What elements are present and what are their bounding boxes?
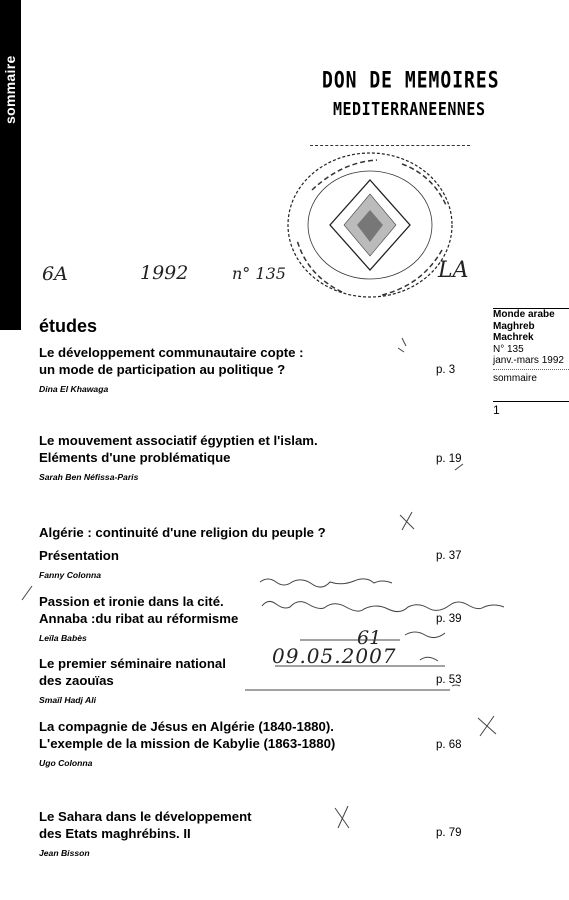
handwritten-ref-left: 6A	[42, 263, 68, 285]
arabic-stamp-line2	[262, 601, 504, 611]
article-entry	[39, 808, 252, 858]
article-page: p. 79	[436, 827, 462, 839]
issue-date: janv.-mars 1992	[493, 355, 564, 366]
article-entry	[39, 344, 304, 394]
article-title-line1: Présentation	[39, 548, 119, 563]
circular-seal	[282, 150, 462, 305]
page-number: 1	[493, 403, 500, 417]
article-title-line2: L'exemple de la mission de Kabylie (1863-1880)	[39, 736, 336, 751]
handwritten-ref-year: 1992	[140, 262, 189, 284]
journal-name-line2: Maghreb	[493, 320, 535, 332]
article-page: p. 39	[436, 613, 462, 625]
article-page: p. 68	[436, 739, 462, 751]
handwritten-reg-date: 09.05.2007	[272, 644, 397, 668]
article-entry	[39, 593, 238, 643]
pencil-mark	[398, 338, 406, 352]
article-entry	[39, 524, 326, 541]
article-page: p. 37	[436, 550, 462, 562]
stamp-title-line2: MEDITERRANEENNES	[333, 98, 486, 120]
journal-name-line1: Monde arabe	[493, 309, 555, 320]
article-title-line1: Le développement communautaire copte :	[39, 345, 304, 360]
stamp-rule	[310, 145, 470, 146]
article-title-line1: La compagnie de Jésus en Algérie (1840-1880).	[39, 719, 334, 734]
article-title-line2: un mode de participation au politique ?	[39, 362, 286, 377]
stamp-title-line1: DON DE MEMOIRES	[322, 67, 500, 94]
article-title-line2: Eléments d'une problématique	[39, 450, 231, 465]
article-title-line1: Algérie : continuité d'une religion du peuple ?	[39, 525, 326, 540]
handwritten-ref-right: LA	[438, 258, 469, 283]
article-author: Smaïl Hadj Ali	[39, 695, 96, 705]
pencil-check-mark	[478, 716, 496, 736]
arabic-stamp-line5	[245, 685, 460, 690]
pencil-check-mark	[335, 806, 349, 828]
article-entry	[39, 655, 226, 705]
article-title-line1: Passion et ironie dans la cité.	[39, 594, 224, 609]
article-author: Fanny Colonna	[39, 570, 102, 580]
article-entry	[39, 547, 119, 580]
article-author: Sarah Ben Néfissa-Paris	[39, 472, 139, 482]
article-author: Dina El Khawaga	[39, 384, 109, 394]
handwritten-reg-number: 61	[357, 627, 382, 649]
side-tab-label: sommaire	[2, 55, 18, 124]
article-page: p. 3	[436, 364, 456, 376]
article-title-line2: des Etats maghrébins. II	[39, 826, 191, 841]
article-page: p. 53	[436, 674, 462, 686]
issue-number: N° 135	[493, 343, 524, 355]
article-author: Ugo Colonna	[39, 758, 93, 768]
article-title-line1: Le Sahara dans le développement	[39, 809, 252, 824]
article-author: Leïla Babès	[39, 633, 87, 643]
section-heading: études	[39, 316, 98, 336]
pencil-check-mark	[400, 512, 414, 530]
article-title-line2: des zaouïas	[39, 673, 114, 688]
article-page: p. 19	[436, 453, 462, 465]
article-author: Jean Bisson	[39, 848, 90, 858]
arabic-stamp-line1	[260, 579, 392, 587]
article-entry	[39, 432, 318, 482]
article-entry	[39, 718, 335, 768]
article-title-line2: Annaba :du ribat au réformisme	[39, 611, 239, 626]
meta-section: sommaire	[493, 372, 537, 384]
article-title-line1: Le mouvement associatif égyptien et l'islam.	[39, 433, 318, 448]
meta-bottom-rule	[493, 401, 569, 402]
article-title-line1: Le premier séminaire national	[39, 656, 226, 671]
journal-meta	[493, 308, 569, 417]
side-tab	[0, 0, 21, 330]
pencil-mark	[22, 586, 32, 600]
handwritten-ref-num: n° 135	[232, 264, 286, 283]
meta-dotted-rule	[493, 369, 569, 370]
journal-name-line3: Machrek	[493, 332, 534, 343]
